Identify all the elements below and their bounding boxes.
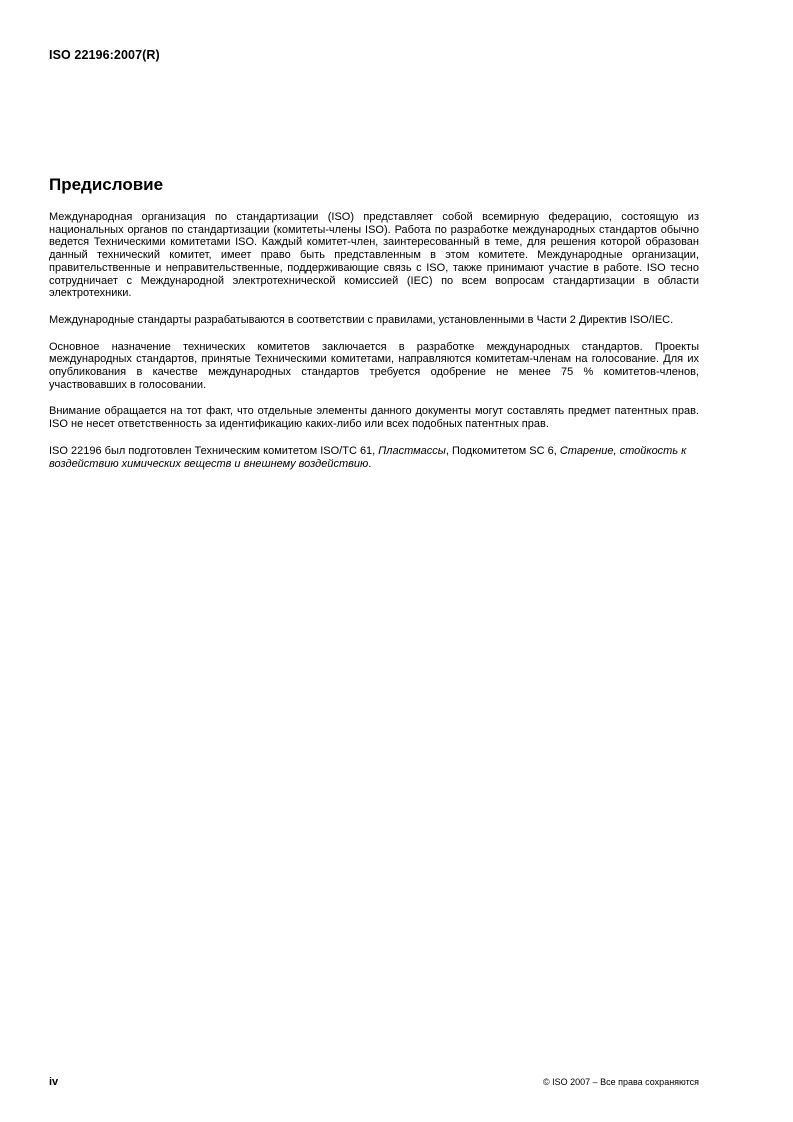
preparation-text-1: ISO 22196 был подготовлен Техническим комитетом ISO/TC 61, bbox=[49, 444, 379, 457]
paragraph: Международные стандарты разрабатываются в соответствии с правилами, установленными в Части 2 Директив ISO/IEC. bbox=[49, 313, 674, 326]
committee-name: Пластмассы bbox=[378, 444, 446, 457]
paragraph: Международная организация по стандартизации (ISO) представляет собой всемирную федерацию, состоящую из национальных органов по стандартизации (комитеты-члены ISO). Работа по разработке международных стандартов обычно ведется Техническими комитетами ISO. Каждый комитет-член, заинтересованный в теме, для решения которой образован данный технический комитет, имеет право быть представленным в этом комитете. Международные организации, правительственные и неправительственные, поддерживающие связь с ISO, также принимают участие в работе. ISO тесно сотрудничает с Международной электротехнической комиссией (IEC) по всем вопросам стандартизации в области электротехники. bbox=[49, 211, 699, 300]
preparation-paragraph bbox=[49, 445, 699, 470]
document-id: ISO 22196:2007(R) bbox=[49, 48, 160, 62]
preparation-text-2: , Подкомитетом SC 6, bbox=[445, 444, 560, 457]
preparation-text-3: . bbox=[368, 457, 372, 470]
subcommittee-name: Старение, стойкость к воздействию химических веществ и внешнему воздействию bbox=[49, 444, 687, 470]
section-title: Предисловие bbox=[49, 175, 164, 194]
paragraph: Внимание обращается на тот факт, что отдельные элементы данного документы могут составлять предмет патентных прав. ISO не несет ответственность за идентификацию каких-либо или всех подобных патентных прав. bbox=[49, 405, 699, 431]
document-body bbox=[49, 211, 699, 484]
copyright-notice: © ISO 2007 – Все права сохраняются bbox=[542, 1077, 699, 1087]
paragraph: Основное назначение технических комитетов заключается в разработке международных стандартов. Проекты международных стандартов, принятые Техническими комитетами, направляются комитетам-членам на голосование. Для их опубликования в качестве международных стандартов требуется одобрение не менее 75 % комитетов-членов, участвовавших в голосовании. bbox=[49, 340, 699, 391]
page-number: iv bbox=[49, 1076, 59, 1088]
